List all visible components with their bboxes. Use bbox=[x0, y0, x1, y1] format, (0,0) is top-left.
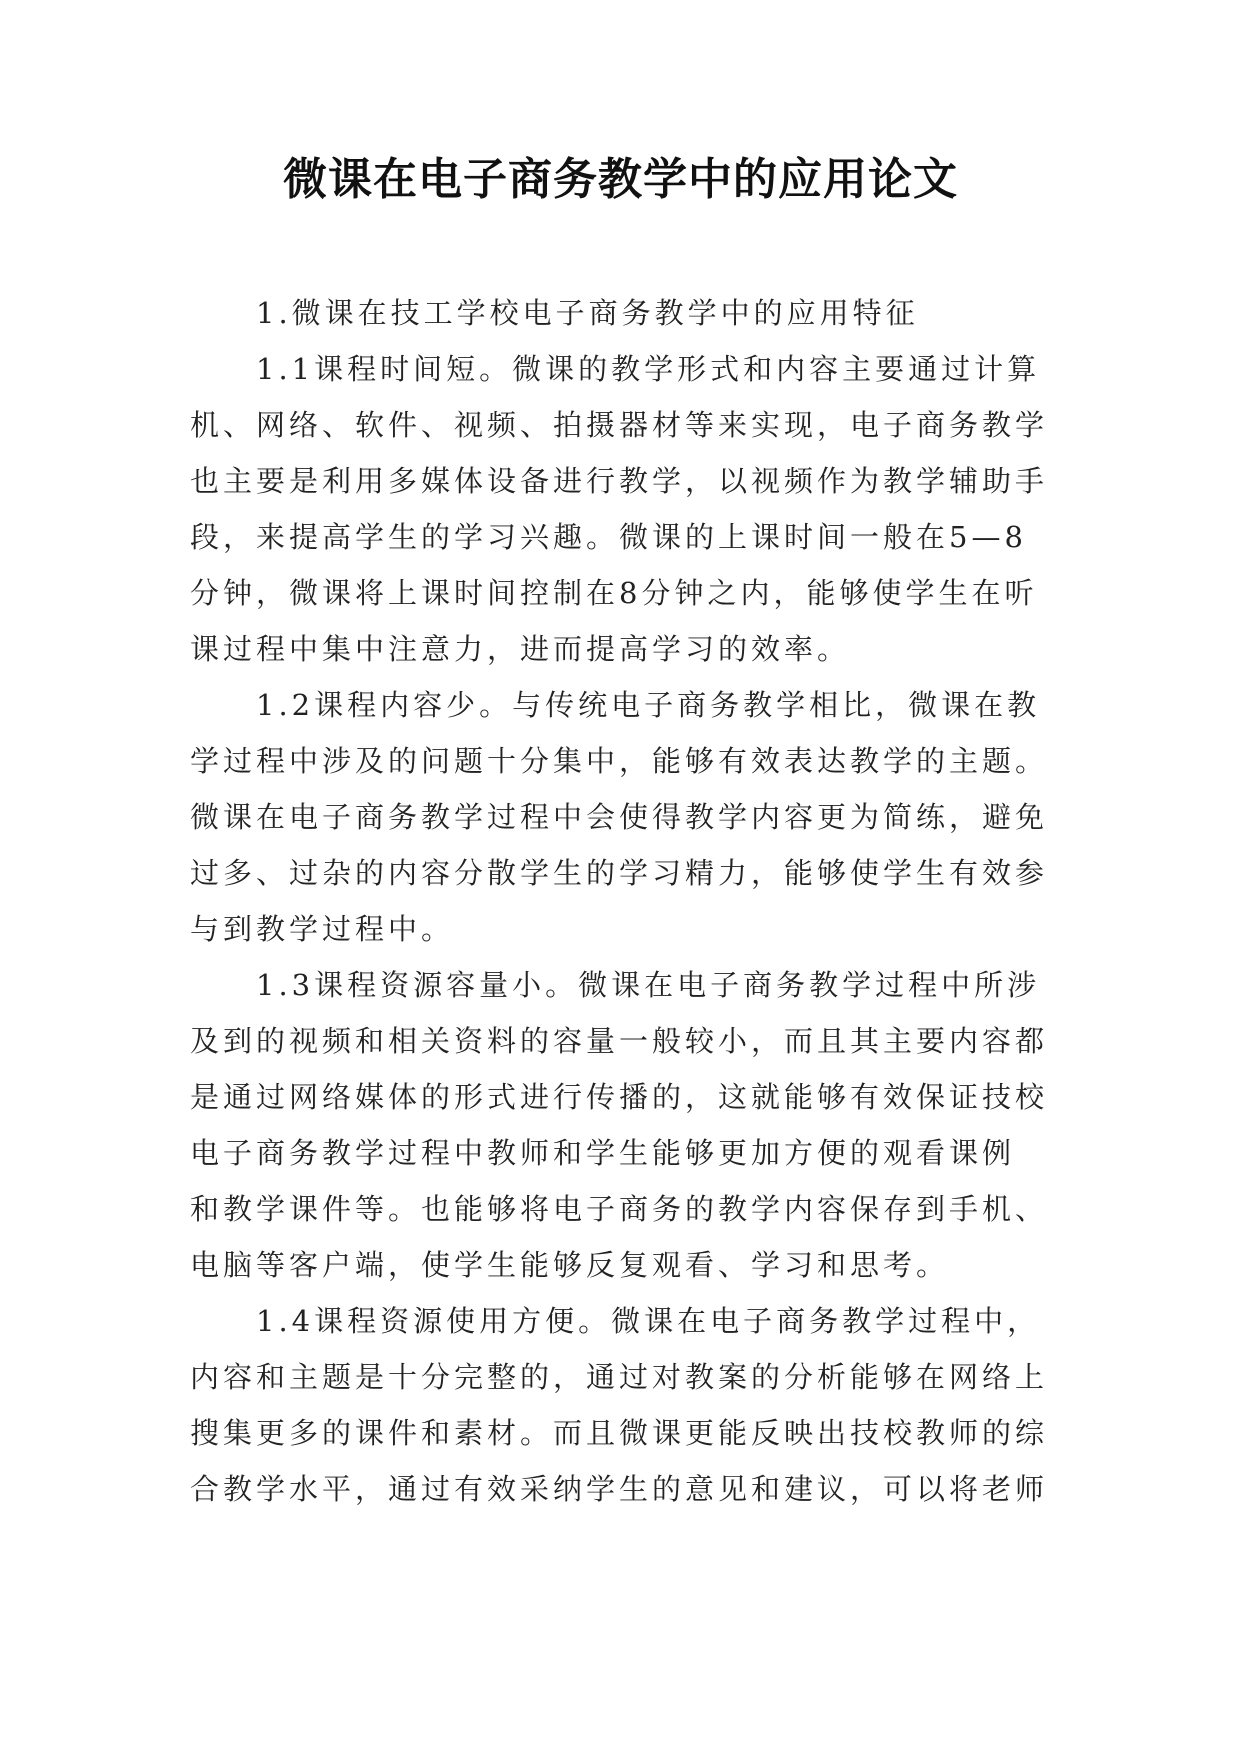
text-line: 合教学水平，通过有效采纳学生的意见和建议，可以将老师 bbox=[190, 1472, 1049, 1506]
text-line: 1.1课程时间短。微课的教学形式和内容主要通过计算 bbox=[256, 352, 1041, 386]
text-line: 是通过网络媒体的形式进行传播的，这就能够有效保证技校 bbox=[190, 1080, 1049, 1114]
text-line: 段，来提高学生的学习兴趣。微课的上课时间一般在5—8 bbox=[190, 520, 1027, 554]
text-line: 内容和主题是十分完整的，通过对教案的分析能够在网络上 bbox=[190, 1360, 1049, 1394]
text-line: 与到教学过程中。 bbox=[190, 912, 455, 946]
document-title: 微课在电子商务教学中的应用论文 bbox=[283, 154, 958, 205]
text-line: 过多、过杂的内容分散学生的学习精力，能够使学生有效参 bbox=[190, 856, 1049, 890]
text-line: 也主要是利用多媒体设备进行教学，以视频作为教学辅助手 bbox=[190, 464, 1049, 498]
text-line: 电子商务教学过程中教师和学生能够更加方便的观看课例 bbox=[190, 1136, 1016, 1170]
text-line: 1.4课程资源使用方便。微课在电子商务教学过程中， bbox=[256, 1304, 1041, 1338]
document-body bbox=[190, 285, 1060, 1517]
text-line: 1.2课程内容少。与传统电子商务教学相比，微课在教 bbox=[256, 688, 1041, 722]
text-line: 1.3课程资源容量小。微课在电子商务教学过程中所涉 bbox=[256, 968, 1041, 1002]
paragraph bbox=[190, 341, 1060, 677]
text-line: 课过程中集中注意力，进而提高学习的效率。 bbox=[190, 632, 851, 666]
text-line: 及到的视频和相关资料的容量一般较小，而且其主要内容都 bbox=[190, 1024, 1049, 1058]
paragraph bbox=[190, 677, 1060, 957]
text-line: 学过程中涉及的问题十分集中，能够有效表达教学的主题。 bbox=[190, 744, 1049, 778]
text-line: 1.微课在技工学校电子商务教学中的应用特征 bbox=[256, 296, 919, 330]
paragraph bbox=[190, 957, 1060, 1293]
paragraph bbox=[190, 1293, 1060, 1517]
text-line: 分钟，微课将上课时间控制在8分钟之内，能够使学生在听 bbox=[190, 576, 1038, 610]
text-line: 搜集更多的课件和素材。而且微课更能反映出技校教师的综 bbox=[190, 1416, 1049, 1450]
text-line: 电脑等客户端，使学生能够反复观看、学习和思考。 bbox=[190, 1248, 950, 1282]
text-line: 机、网络、软件、视频、拍摄器材等来实现，电子商务教学 bbox=[190, 408, 1049, 442]
text-line: 微课在电子商务教学过程中会使得教学内容更为简练，避免 bbox=[190, 800, 1049, 834]
text-line: 和教学课件等。也能够将电子商务的教学内容保存到手机、 bbox=[190, 1192, 1049, 1226]
paragraph bbox=[190, 285, 1060, 341]
